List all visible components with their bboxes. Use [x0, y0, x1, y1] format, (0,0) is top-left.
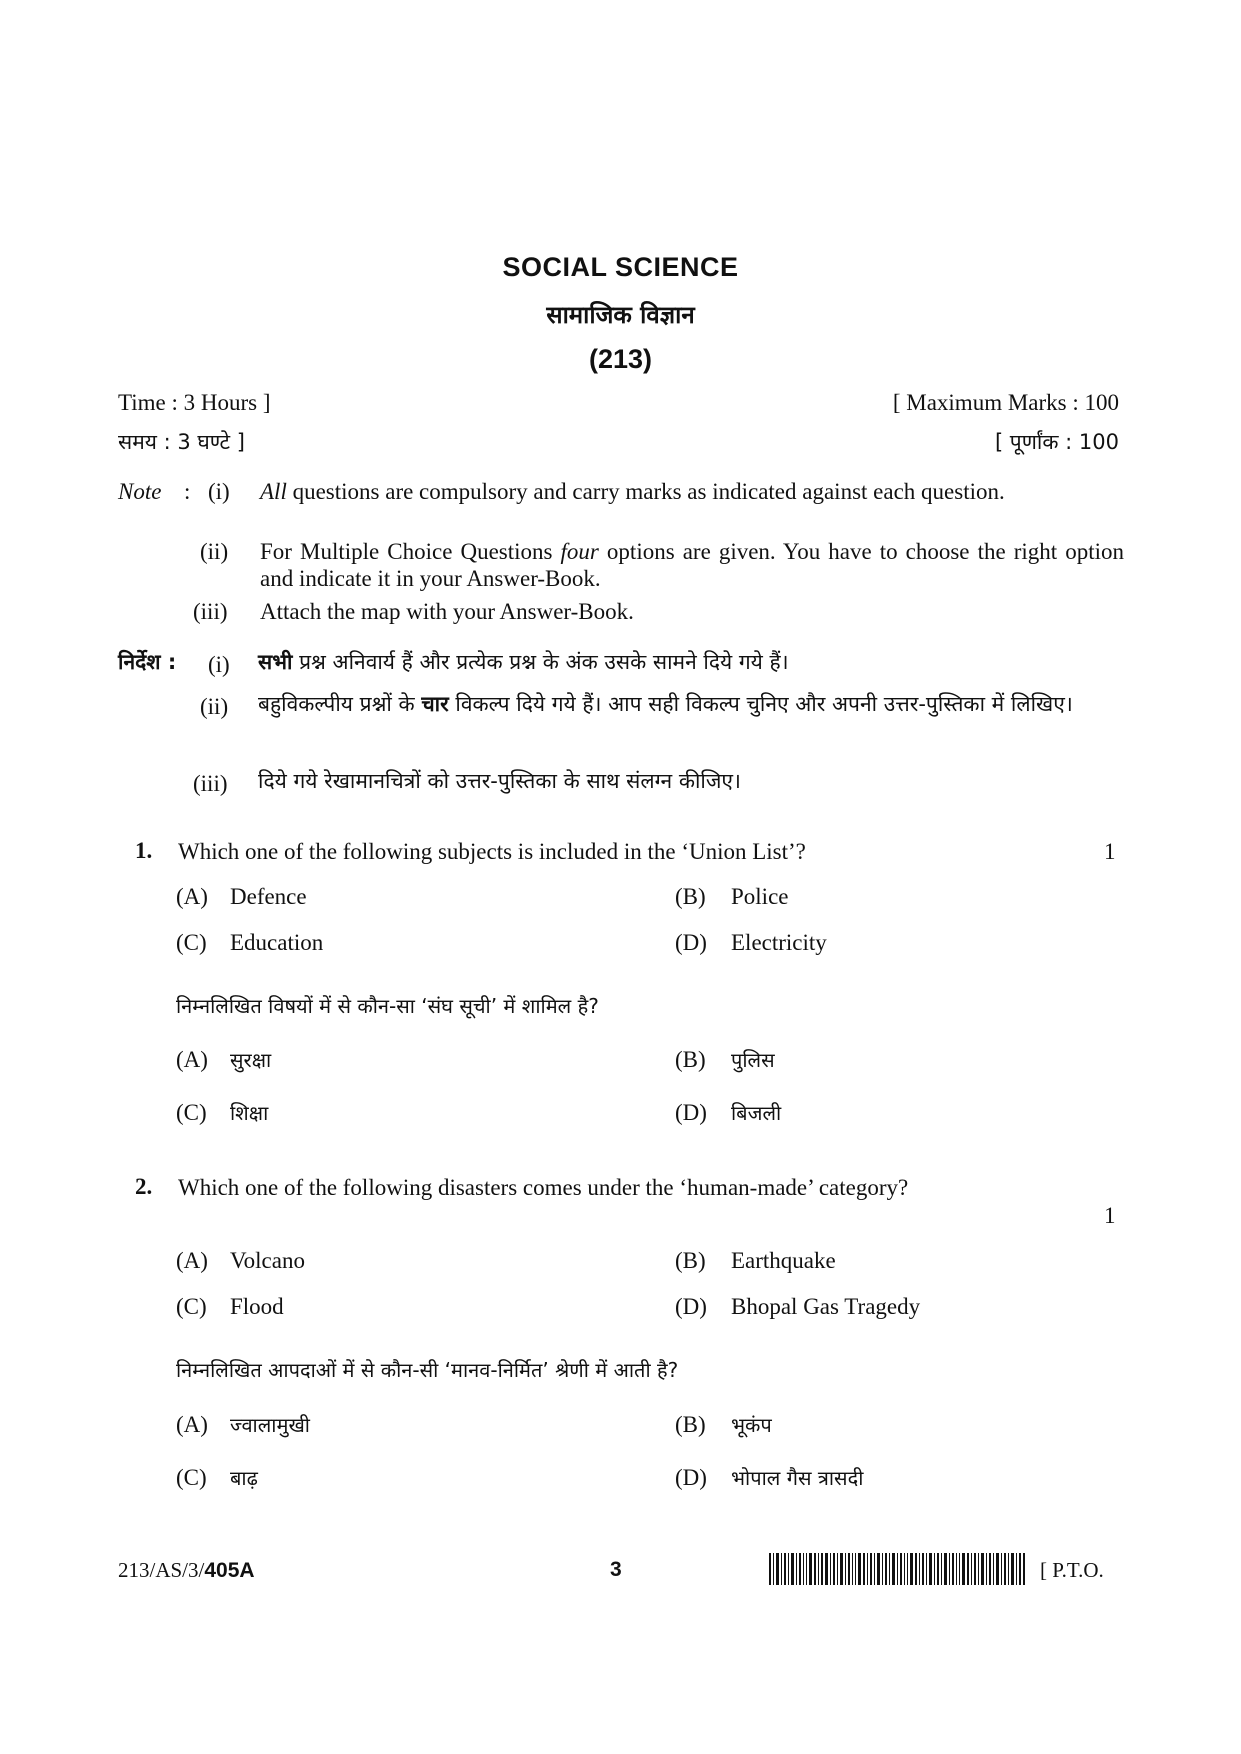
note-item-number: (ii) [200, 539, 229, 564]
option-text-hindi: सुरक्षा [230, 1048, 272, 1072]
option-letter: (C) [176, 1465, 207, 1490]
subject-code: (213) [588, 344, 653, 374]
option-letter: (D) [675, 1100, 707, 1125]
subject-title: SOCIAL SCIENCE [502, 252, 739, 282]
option-text-hindi: भोपाल गैस त्रासदी [731, 1466, 864, 1490]
nirdesh-item-3: दिये गये रेखामानचित्रों को उत्तर-पुस्तिका के साथ संलग्न कीजिए। [258, 769, 741, 793]
time-hindi: समय : 3 घण्टे ] [118, 430, 246, 454]
note-label: Note [118, 479, 162, 504]
question-text: Which one of the following disasters comes under the ‘human-made’ category? [178, 1175, 909, 1200]
nirdesh-item-number: (ii) [200, 694, 229, 719]
option-letter: (B) [675, 1412, 706, 1437]
nirdesh-label: निर्देश : [118, 650, 177, 674]
question-text: Which one of the following subjects is included in the ‘Union List’? [178, 839, 806, 864]
option-text: Education [230, 930, 324, 955]
question-marks: 1 [1104, 1203, 1116, 1228]
option-letter: (B) [675, 1047, 706, 1072]
subject-title-hindi: सामाजिक विज्ञान [546, 301, 695, 329]
question-text-hindi: निम्नलिखित विषयों में से कौन-सा ‘संघ सूची’ में शामिल है? [176, 994, 599, 1018]
option-letter: (A) [176, 884, 208, 909]
note-item-number: (iii) [193, 599, 228, 624]
question-marks: 1 [1104, 839, 1116, 864]
option-letter: (C) [176, 1100, 207, 1125]
option-text: Bhopal Gas Tragedy [731, 1294, 921, 1319]
note-colon: : [184, 479, 191, 504]
barcode-icon [769, 1553, 1025, 1585]
note-item-3: Attach the map with your Answer-Book. [260, 599, 634, 624]
nirdesh-item-2: बहुविकल्पीय प्रश्नों के चार विकल्प दिये गये हैं। आप सही विकल्प चुनिए और अपनी उत्तर-पुस्तिका में लिखिए। [258, 692, 1073, 716]
option-text: Police [731, 884, 789, 909]
max-marks-english: [ Maximum Marks : 100 [892, 390, 1119, 415]
option-text-hindi: बाढ़ [230, 1466, 258, 1490]
option-text-hindi: बिजली [731, 1101, 782, 1125]
option-letter: (A) [176, 1047, 208, 1072]
option-text-hindi: भूकंप [731, 1413, 772, 1437]
pto-label: [ P.T.O. [1040, 1558, 1104, 1582]
option-text-hindi: शिक्षा [230, 1101, 269, 1125]
option-text-hindi: पुलिस [731, 1048, 775, 1072]
option-text: Earthquake [731, 1248, 836, 1273]
option-letter: (B) [675, 884, 706, 909]
nirdesh-item-number: (iii) [193, 771, 228, 796]
option-letter: (C) [176, 1294, 207, 1319]
option-letter: (C) [176, 930, 207, 955]
note-item-number: (i) [208, 479, 230, 504]
question-number: 2. [135, 1174, 153, 1199]
option-letter: (B) [675, 1248, 706, 1273]
option-text: Flood [230, 1294, 284, 1319]
option-letter: (D) [675, 1294, 707, 1319]
time-english: Time : 3 Hours ] [118, 390, 271, 415]
note-item-1: All questions are compulsory and carry marks as indicated against each question. [260, 479, 1005, 504]
paper-code: 213/AS/3/405A [118, 1558, 255, 1582]
page-number: 3 [610, 1558, 622, 1581]
option-letter: (A) [176, 1248, 208, 1273]
question-text-hindi: निम्नलिखित आपदाओं में से कौन-सी ‘मानव-निर्मित’ श्रेणी में आती है? [176, 1358, 679, 1382]
note-item-2: For Multiple Choice Questions four options are given. You have to choose the right option and indicate it in your Answer-Book. [260, 539, 1124, 591]
question-number: 1. [135, 838, 153, 863]
nirdesh-item-number: (i) [208, 652, 230, 677]
nirdesh-item-1: सभी प्रश्न अनिवार्य हैं और प्रत्येक प्रश्न के अंक उसके सामने दिये गये हैं। [258, 650, 789, 674]
option-letter: (D) [675, 930, 707, 955]
max-marks-hindi: [ पूर्णांक : 100 [994, 430, 1119, 454]
option-text-hindi: ज्वालामुखी [230, 1413, 310, 1437]
option-text: Defence [230, 884, 307, 909]
option-text: Electricity [731, 930, 827, 955]
option-letter: (A) [176, 1412, 208, 1437]
option-letter: (D) [675, 1465, 707, 1490]
option-text: Volcano [230, 1248, 305, 1273]
